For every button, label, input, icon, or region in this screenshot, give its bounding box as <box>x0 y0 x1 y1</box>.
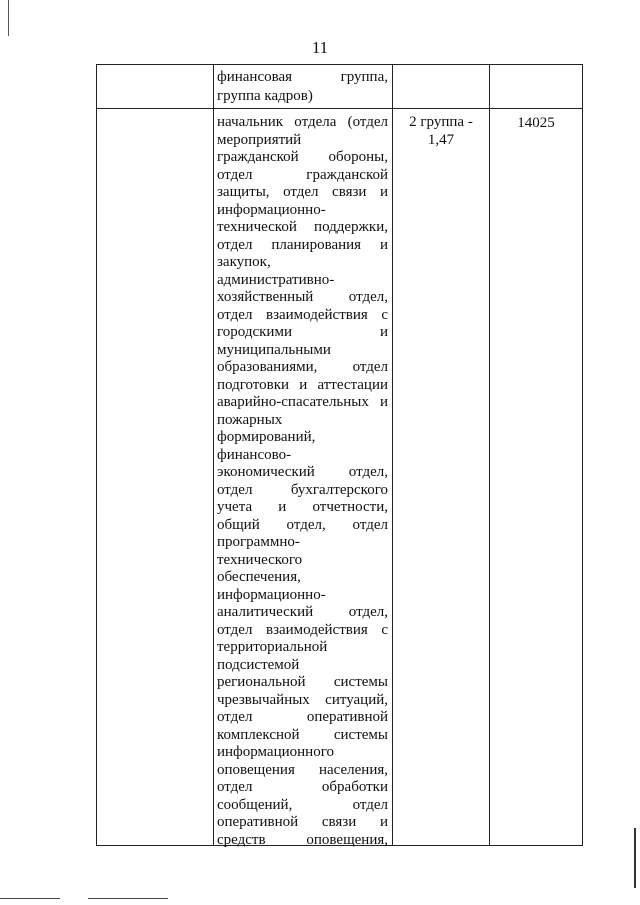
position-line: региональной системы <box>217 674 388 690</box>
position-line: закупок, <box>217 254 271 270</box>
staff-table <box>96 64 583 846</box>
position-line: информационно- <box>217 201 326 218</box>
position-line: программно- <box>217 534 300 550</box>
position-line: общий отдел, отдел <box>217 516 388 533</box>
position-line: отдел оперативной <box>217 709 388 725</box>
position-line: отдел планирования и <box>217 236 388 253</box>
position-line: хозяйственный отдел, <box>217 289 388 305</box>
position-line: мероприятий <box>217 131 302 148</box>
position-line: подготовки и аттестации <box>217 376 388 393</box>
position-line: городскими и <box>217 324 388 340</box>
position-line: пожарных <box>217 411 283 428</box>
column-border <box>582 64 583 846</box>
salary-cell: 14025 <box>517 115 555 131</box>
position-line: комплексной системы <box>217 726 388 743</box>
scan-edge-mark <box>88 898 168 899</box>
position-line: технической поддержки, <box>217 219 388 235</box>
column-border <box>392 64 393 846</box>
table-top-border <box>96 64 583 65</box>
position-line: территориальной <box>217 639 328 655</box>
position-line: чрезвычайных ситуаций, <box>217 691 388 708</box>
position-line: отдел взаимодействия с <box>217 621 388 638</box>
position-line: административно- <box>217 271 335 288</box>
position-cell <box>217 68 388 105</box>
scan-edge-mark <box>634 828 636 888</box>
position-line: финансовая группа, <box>217 69 388 85</box>
position-line: финансово- <box>217 446 292 463</box>
position-cell <box>217 114 388 849</box>
position-line: информационного <box>217 744 334 760</box>
position-line: начальник отдела (отдел <box>217 114 388 130</box>
position-line: технического <box>217 551 303 568</box>
position-line: учета и отчетности, <box>217 499 388 515</box>
column-border <box>213 64 214 846</box>
position-line: обеспечения, <box>217 569 301 585</box>
position-line: информационно- <box>217 586 326 603</box>
position-line: формирований, <box>217 429 316 445</box>
page-number: 11 <box>311 38 329 57</box>
position-line: гражданской обороны, <box>217 149 388 165</box>
row-divider <box>96 108 583 109</box>
position-line: отдел бухгалтерского <box>217 481 388 498</box>
scan-edge-mark <box>8 0 9 36</box>
position-line: аналитический отдел, <box>217 604 388 620</box>
position-line: оповещения населения, <box>217 761 388 778</box>
position-line: отдел взаимодействия с <box>217 306 388 323</box>
position-line: средств оповещения, <box>217 831 388 848</box>
group-label: 2 группа - <box>409 114 473 130</box>
position-line: сообщений, отдел <box>217 796 388 813</box>
position-line: экономический отдел, <box>217 464 388 480</box>
position-line: отдел гражданской <box>217 166 388 183</box>
position-line: образованиями, отдел <box>217 359 388 375</box>
position-line: отдел обработки <box>217 779 388 795</box>
scan-edge-mark <box>0 898 60 899</box>
column-border <box>96 64 97 846</box>
position-line: аварийно-спасательных и <box>217 394 388 410</box>
group-cell <box>393 114 489 149</box>
position-line: оперативной связи и <box>217 814 388 830</box>
position-line: защиты, отдел связи и <box>217 184 388 200</box>
column-border <box>489 64 490 846</box>
group-coefficient: 1,47 <box>427 131 455 148</box>
position-line: муниципальными <box>217 341 331 358</box>
position-line: группа кадров) <box>217 87 313 104</box>
position-line: подсистемой <box>217 656 300 673</box>
